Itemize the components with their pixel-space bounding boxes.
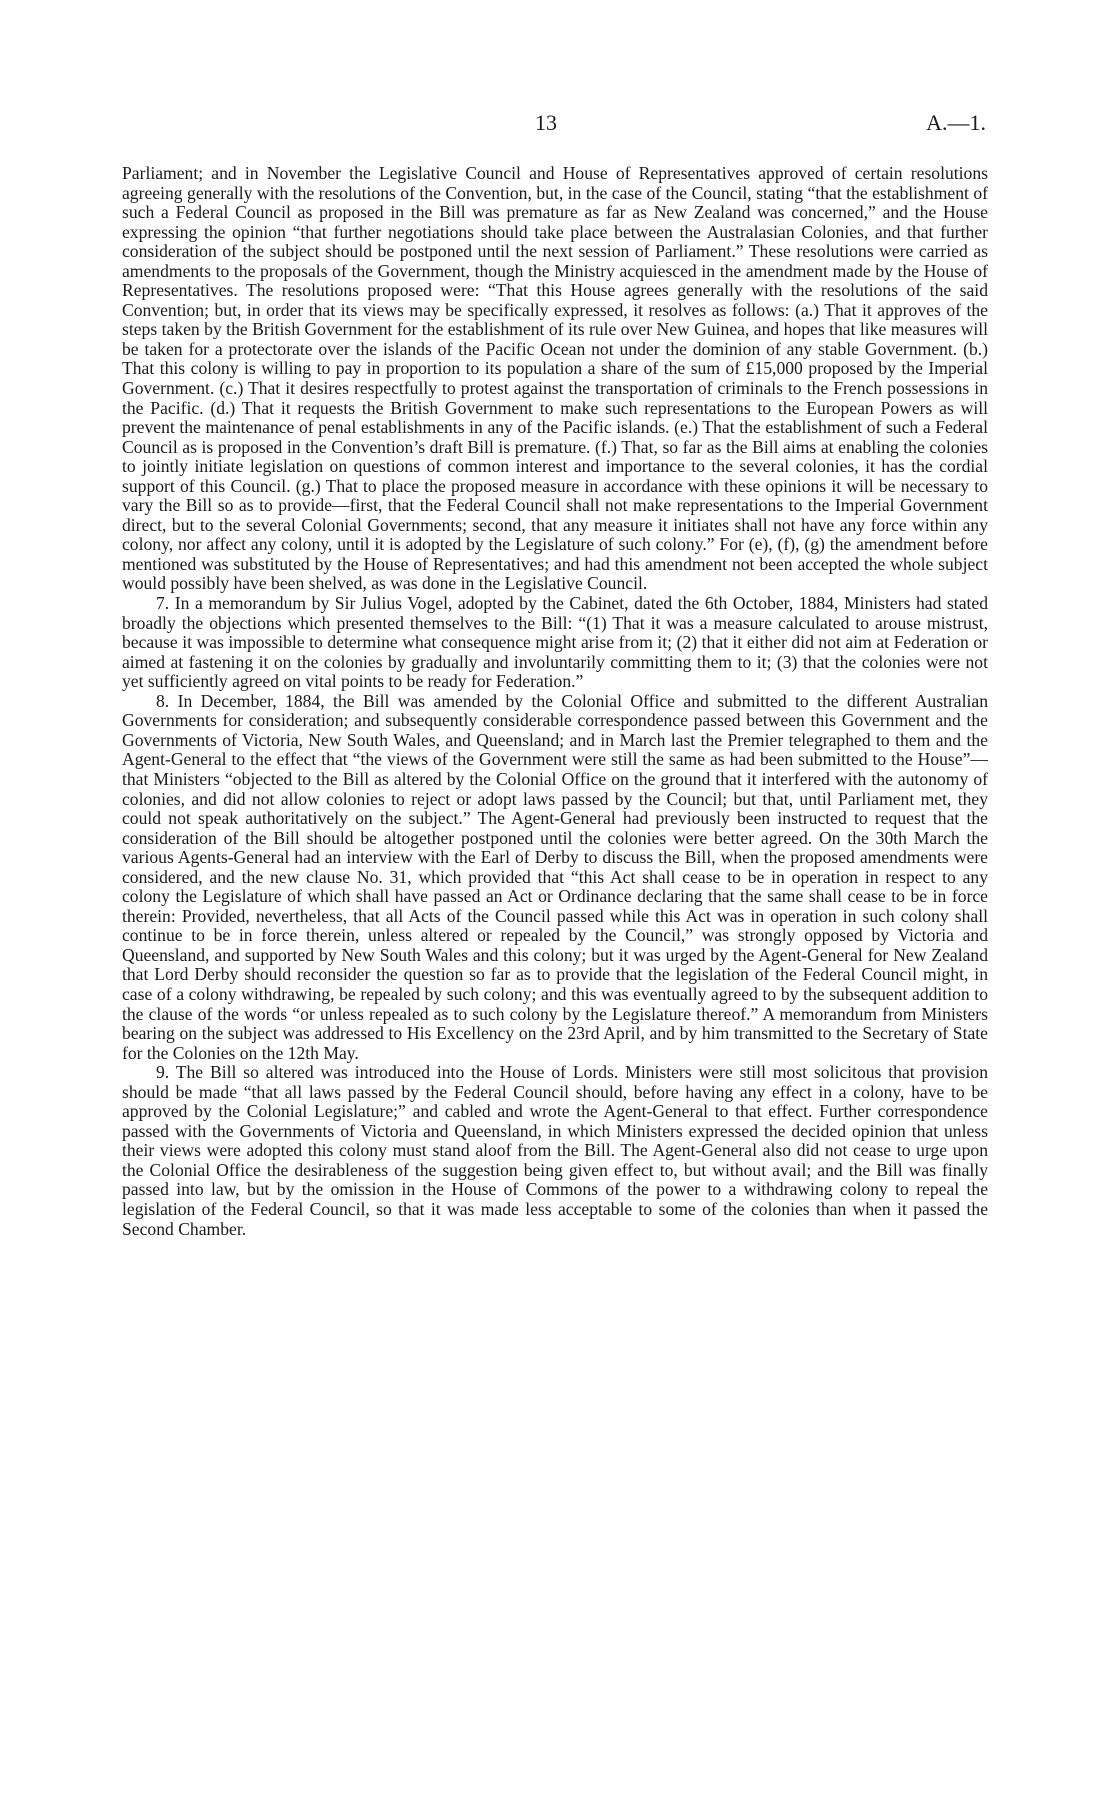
paragraph-7: 7. In a memorandum by Sir Julius Vogel, adopted by the Cabinet, dated the 6th October, 1884, Ministers had stated broadly the objections which presented themselves to the Bill: “(1) That it was a measure calculated to arouse mistrust, because it was impossible to determine what consequence might arise from it; (2) that it either did not aim at Federation or aimed at fastening it on the colonies by gradually and involuntarily committing them to it; (3) that the colonies were not yet sufficiently agreed on vital points to be ready for Federation.” xyxy=(122,593,988,692)
paragraph-8: 8. In December, 1884, the Bill was amended by the Colonial Office and submitted to the different Australian Governments for consideration; and subsequently considerable correspondence passed between this Government and the Governments of Victoria, New South Wales, and Queensland; and in March last the Premier telegraphed to them and the Agent-General to the effect that “the views of the Government were still the same as had been submitted to the House”—that Ministers “objected to the Bill as altered by the Colonial Office on the ground that it interfered with the autonomy of colonies, and did not allow colonies to reject or adopt laws passed by the Council; but that, until Parliament met, they could not speak authoritatively on the subject.” The Agent-General had previously been instructed to request that the consideration of the Bill should be altogether postponed until the colonies were better agreed. On the 30th March the various Agents-General had an interview with the Earl of Derby to discuss the Bill, when the proposed amendments were considered, and the new clause No. 31, which provided that “this Act shall cease to be in operation in respect to any colony the Legislature of which shall have passed an Act or Ordinance declaring that the same shall cease to be in force therein: Provided, nevertheless, that all Acts of the Council passed while this Act was in operation in such colony shall continue to be in force therein, unless altered or repealed by the Council,” was strongly opposed by Victoria and Queensland, and supported by New South Wales and this colony; but it was urged by the Agent-General for New Zealand that Lord Derby should reconsider the question so far as to provide that the legislation of the Federal Council might, in case of a colony withdrawing, be repealed by such colony; and this was eventually agreed to by the subsequent addition to the clause of the words “or unless repealed as to such colony by the Legislature thereof.” A memorandum from Ministers bearing on the subject was addressed to His Excellency on the 23rd April, and by him transmitted to the Secretary of State for the Colonies on the 12th May. xyxy=(122,690,988,1063)
page-header xyxy=(0,110,1114,140)
page-number: 13 xyxy=(535,110,557,135)
document-reference: A.—1. xyxy=(926,110,986,135)
paragraph-9: 9. The Bill so altered was introduced into the House of Lords. Ministers were still most solicitous that provision should be made “that all laws passed by the Federal Council should, before having any effect in a colony, have to be approved by the Colonial Legislature;” and cabled and wrote the Agent-General to that effect. Further correspondence passed with the Governments of Victoria and Queensland, in which Ministers expressed the decided opinion that unless their views were adopted this colony must stand aloof from the Bill. The Agent-General also did not cease to urge upon the Colonial Office the desirableness of the suggestion being given effect to, but without avail; and the Bill was finally passed into law, but by the omission in the House of Commons of the power to a withdrawing colony to repeal the legislation of the Federal Council, so that it was made less acceptable to some of the colonies than when it passed the Second Chamber. xyxy=(122,1062,988,1239)
body-text xyxy=(122,164,988,1239)
paragraph-continuation: Parliament; and in November the Legislative Council and House of Representatives approved of certain resolutions agreeing generally with the resolutions of the Convention, but, in the case of the Council, stating “that the establishment of such a Federal Council as proposed in the Bill was premature as far as New Zealand was concerned,” and the House expressing the opinion “that further negotiations should take place between the Australasian Colonies, and that further consideration of the subject should be postponed until the next session of Parliament.” These resolutions were carried as amendments to the proposals of the Government, though the Ministry acquiesced in the amendment made by the House of Representatives. The resolutions proposed were: “That this House agrees generally with the resolutions of the said Convention; but, in order that its views may be specifically expressed, it resolves as follows: (a.) That it approves of the steps taken by the British Government for the establishment of its rule over New Guinea, and hopes that like measures will be taken for a protectorate over the islands of the Pacific Ocean not under the dominion of any stable Government. (b.) That this colony is willing to pay in proportion to its population a share of the sum of £15,000 proposed by the Imperial Government. (c.) That it desires respectfully to protest against the transportation of criminals to the French possessions in the Pacific. (d.) That it requests the British Government to make such representations to the European Powers as will prevent the maintenance of penal establishments in any of the Pacific islands. (e.) That the establishment of such a Federal Council as is proposed in the Convention’s draft Bill is premature. (f.) That, so far as the Bill aims at enabling the colonies to jointly initiate legislation on questions of common interest and importance to the several colonies, it has the cordial support of this Council. (g.) That to place the proposed measure in accordance with these opinions it will be necessary to vary the Bill so as to provide—first, that the Federal Council shall not make representations to the Imperial Government direct, but to the several Colonial Governments; second, that any measure it initiates shall not have any force within any colony, nor affect any colony, until it is adopted by the Legislature of such colony.” For (e), (f), (g) the amendment before mentioned was substituted by the House of Representatives; and had this amendment not been accepted the whole subject would possibly have been shelved, as was done in the Legislative Council. xyxy=(122,163,988,594)
